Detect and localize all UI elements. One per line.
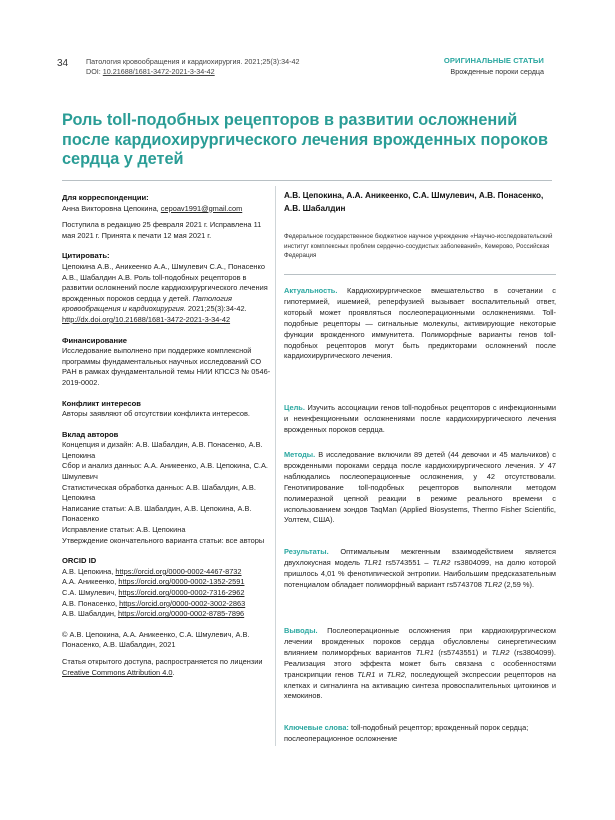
orcid-author: А.В. Цепокина, xyxy=(62,566,114,576)
results-text: (2,59 %). xyxy=(504,579,535,589)
abstract-methods xyxy=(284,450,556,526)
authors: А.В. Цепокина, А.А. Аникеенко, С.А. Шмулевич, А.В. Понасенко, А.В. Шабалдин xyxy=(284,191,544,214)
funding-text: Исследование выполнено при поддержке комплексной программы фундаментальных научных исследований СО РАН в рамках фундаментальной темы НИИ КПССЗ № 0546-2019-0002. xyxy=(62,346,271,387)
relevance-label: Актуальность. xyxy=(284,286,338,295)
received-dates: Поступила в редакцию 25 февраля 2021 г. Исправлена 11 мая 2021 г. Принята к печати 12 мая 2021 г. xyxy=(62,220,262,240)
conclusions-text: (rs3804099). Реализация этого эффекта может быть связана с особенностями транскрипции генов xyxy=(284,647,556,679)
gene-tlr2: TLR2 xyxy=(491,647,510,657)
conclusions-text: (rs5743551) и xyxy=(438,647,487,657)
contrib-item: Исправление статьи: А.В. Цепокина xyxy=(62,525,186,535)
contrib-item: Утверждение окончательного варианта статьи: все авторы xyxy=(62,535,265,545)
conclusions-label: Выводы. xyxy=(284,626,318,635)
orcid-row xyxy=(62,599,272,610)
orcid-link[interactable]: https://orcid.org/0000-0002-4467-8732 xyxy=(115,566,242,576)
cite-url-link[interactable]: http://dx.doi.org/10.21688/1681-3472-2021-3-34-42 xyxy=(62,314,231,324)
article-title: Роль toll-подобных рецепторов в развитии осложнений после кардиохирургического лечения врожденных пороков сердца у детей xyxy=(62,111,549,168)
doi-line xyxy=(86,67,215,76)
methods-text: В исследование включили 89 детей (44 девочки и 45 мальчиков) с врожденными пороками сердца после кардиохирургического лечения. У 47 наблюдались послеоперационные осложнения, у 42 отсутствовали. Генотипирование toll-подобных рецепторов выполняли методом полимеразной цепной реакции в режиме реального времени с использованием зондов TaqMan (Applied Biosystems, Thermo Fisher Scientific, Уолтем, США). xyxy=(284,450,556,525)
orcid-link[interactable]: https://orcid.org/0000-0002-7316-2962 xyxy=(118,588,245,597)
gene-tlr1: TLR1 xyxy=(363,557,382,567)
conclusions-text: Послеоперационные осложнения при кардиохирургическом лечении врожденных пороков сердца обусловлены синергетическим влиянием полиморфных вариантов xyxy=(284,626,556,657)
page-number: 34 xyxy=(57,58,69,69)
corr-heading: Для корреспонденции: xyxy=(62,193,149,202)
title-divider xyxy=(62,180,552,181)
orcid-author: А.В. Понасенко, xyxy=(62,598,118,608)
orcid-row xyxy=(62,588,272,599)
aim-text: Изучить ассоциации генов toll-подобных рецепторов с инфекционными и неинфекционными осложнениями после кардиохирургического лечения врожденных пороков сердца. xyxy=(284,403,556,434)
license-text: Статья открытого доступа, распространяется по лицензии xyxy=(62,656,263,666)
gene-tlr1: TLR1 xyxy=(415,647,434,657)
cite-heading: Цитировать: xyxy=(62,251,110,261)
contrib-item: Сбор и анализ данных: А.А. Аникеенко, А.В. Цепокина, С.А. Шмулевич xyxy=(62,461,268,482)
conflict-text: Авторы заявляют об отсутствии конфликта интересов. xyxy=(62,409,250,419)
corr-contact xyxy=(62,204,272,215)
corr-name: Анна Викторовна Цепокина, xyxy=(62,203,159,213)
subsection-label: Врожденные пороки сердца xyxy=(450,67,544,76)
conclusions-text: и xyxy=(378,669,384,679)
doi-link[interactable]: 10.21688/1681-3472-2021-3-34-42 xyxy=(102,67,215,76)
contrib-item: Написание статьи: А.В. Шабалдин, А.В. Цепокина, А.В. Понасенко xyxy=(62,503,252,524)
license xyxy=(62,657,272,678)
orcid-link[interactable]: https://orcid.org/0000-0002-3002-2863 xyxy=(119,598,246,608)
results-text: rs3804099, на долю которой пришлось 4,01 % фенотипической энтропии. Наибольшим предсказательным потенциалом обладает полиморфный вариант rs5743708 xyxy=(284,557,556,589)
keywords-label: Ключевые слова: xyxy=(284,723,349,732)
gene-tlr1: TLR1 xyxy=(357,669,376,679)
section-label: ОРИГИНАЛЬНЫЕ СТАТЬИ xyxy=(443,56,544,65)
orcid-row xyxy=(62,567,272,578)
abstract-aim xyxy=(284,403,556,436)
doi-label: DOI: xyxy=(86,67,101,76)
orcid-author: С.А. Шмулевич, xyxy=(62,588,117,597)
orcid-author: А.А. Аникеенко, xyxy=(62,577,117,587)
cite-block xyxy=(62,262,272,326)
orcid-link[interactable]: https://orcid.org/0000-0002-8785-7896 xyxy=(118,609,245,619)
column-separator xyxy=(275,186,276,746)
contrib-item: Концепция и дизайн: А.В. Шабалдин, А.В. Понасенко, А.В. Цепокина xyxy=(62,440,263,460)
cite-text: Цепокина А.В., Аникеенко А.А., Шмулевич С.А., Понасенко А.В., Шабалдин А.В. Роль toll-подобных рецепторов в развитии осложнений после кардиохирургического лечения врожденных пороков сердца у детей. xyxy=(62,261,268,303)
orcid-link[interactable]: https://orcid.org/0000-0002-1352-2591 xyxy=(118,577,245,587)
orcid-row xyxy=(62,609,272,620)
corr-email-link[interactable]: cepoav1991@gmail.com xyxy=(160,203,243,213)
license-link[interactable]: Creative Commons Attribution 4.0 xyxy=(62,667,173,677)
affiliation: Федеральное государственное бюджетное научное учреждение «Научно-исследовательский институт комплексных проблем сердечно-сосудистых заболеваний», Кемерово, Российская Федерация xyxy=(284,233,553,260)
abstract-keywords xyxy=(284,723,556,745)
abstract-conclusions xyxy=(284,626,556,702)
cite-journal: Патология кровообращения и кардиохирургия. xyxy=(62,293,232,314)
contrib-heading: Вклад авторов xyxy=(62,429,119,439)
methods-label: Методы. xyxy=(284,450,316,459)
orcid-heading: ORCID ID xyxy=(62,556,97,566)
results-label: Результаты. xyxy=(284,547,329,556)
license-end: . xyxy=(172,667,175,677)
abstract-results xyxy=(284,547,556,591)
cite-tail: 2021;25(3):34-42. xyxy=(187,304,247,314)
gene-tlr2: TLR2, xyxy=(386,669,407,679)
aim-label: Цель. xyxy=(284,403,305,412)
relevance-text: Кардиохирургическое вмешательство в сочетании с гипотермией, ишемией, реперфузией вызывает воспалительный ответ, который может проявляться послеоперационными осложнениями. Toll-подобные рецепторы — сигнальные молекулы, активирующие некоторые функции врожденного иммунитета. Полиморфные варианты генов toll-подобных рецепторов могут быть предикторами осложнений после кардиохирургического лечения. xyxy=(284,286,557,361)
orcid-author: А.В. Шабалдин, xyxy=(62,609,116,619)
journal-citation: Патология кровообращения и кардиохирургия. 2021;25(3):34-42 xyxy=(86,57,300,66)
contrib-item: Статистическая обработка данных: А.В. Шабалдин, А.В. Цепокина xyxy=(62,482,256,503)
abstract-divider xyxy=(284,274,556,275)
gene-tlr2: TLR2 xyxy=(483,579,502,589)
keywords-text: toll-подобный рецептор; врожденный порок сердца; послеоперационное осложнение xyxy=(284,723,529,743)
copyright: © А.В. Цепокина, А.А. Аникеенко, С.А. Шмулевич, А.В. Понасенко, А.В. Шабалдин, 2021 xyxy=(62,629,250,650)
results-text: rs5743551 – xyxy=(385,557,429,567)
results-text: Оптимальным межгенным взаимодействием является двухлокусная модель xyxy=(284,547,556,567)
orcid-row xyxy=(62,577,272,588)
abstract-relevance xyxy=(284,286,556,362)
funding-heading: Финансирование xyxy=(62,335,127,345)
conflict-heading: Конфликт интересов xyxy=(62,398,141,408)
gene-tlr2: TLR2 xyxy=(432,557,451,567)
conclusions-text: последующей экспрессии рецепторов на клетках и сигналинга на активацию синтеза провоспалительных цитокинов и хемокинов. xyxy=(284,669,556,701)
sidebar xyxy=(62,193,272,678)
